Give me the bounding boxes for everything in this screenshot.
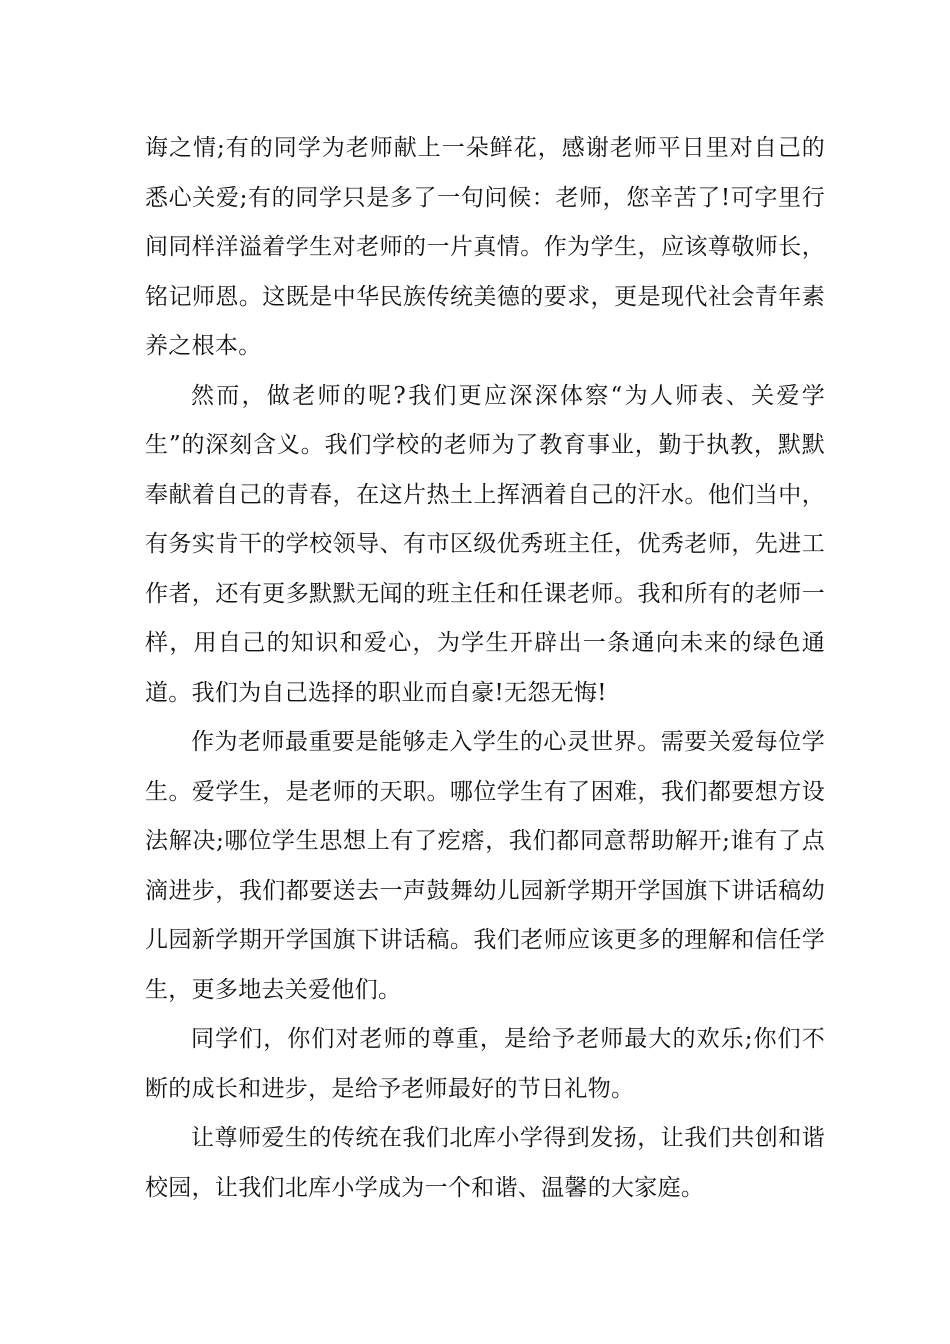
paragraph: 作为老师最重要是能够走入学生的心灵世界。需要关爱每位学生。爱学生，是老师的天职。哪位学生有了困难，我们都要想方设法解决;哪位学生思想上有了疙瘩，我们都同意帮助解开;谁有了点滴进步，我们都要送去一声鼓舞幼儿园新学期开学国旗下讲话稿幼儿园新学期开学国旗下讲话稿。我们老师应该更多的理解和信任学生，更多地去关爱他们。 <box>145 729 825 1003</box>
document-body <box>145 124 825 1213</box>
paragraph: 同学们，你们对老师的尊重，是给予老师最大的欢乐;你们不断的成长和进步，是给予老师最好的节日礼物。 <box>145 1026 825 1102</box>
paragraph: 然而，做老师的呢?我们更应深深体察“为人师表、关爱学生”的深刻含义。我们学校的老师为了教育事业，勤于执教，默默奉献着自己的青春，在这片热土上挥洒着自己的汗水。他们当中，有务实肯干的学校领导、有市区级优秀班主任，优秀老师，先进工作者，还有更多默默无闻的班主任和任课老师。我和所有的老师一样，用自己的知识和爱心，为学生开辟出一条通向未来的绿色通道。我们为自己选择的职业而自豪!无怨无悔! <box>145 382 825 706</box>
paragraph-continued: 诲之情;有的同学为老师献上一朵鲜花，感谢老师平日里对自己的悉心关爱;有的同学只是多了一句问候：老师，您辛苦了!可字里行间同样洋溢着学生对老师的一片真情。作为学生，应该尊敬师长，铭记师恩。这既是中华民族传统美德的要求，更是现代社会青年素养之根本。 <box>145 135 825 359</box>
paragraph: 让尊师爱生的传统在我们北库小学得到发扬，让我们共创和谐校园，让我们北库小学成为一个和谐、温馨的大家庭。 <box>145 1125 825 1201</box>
